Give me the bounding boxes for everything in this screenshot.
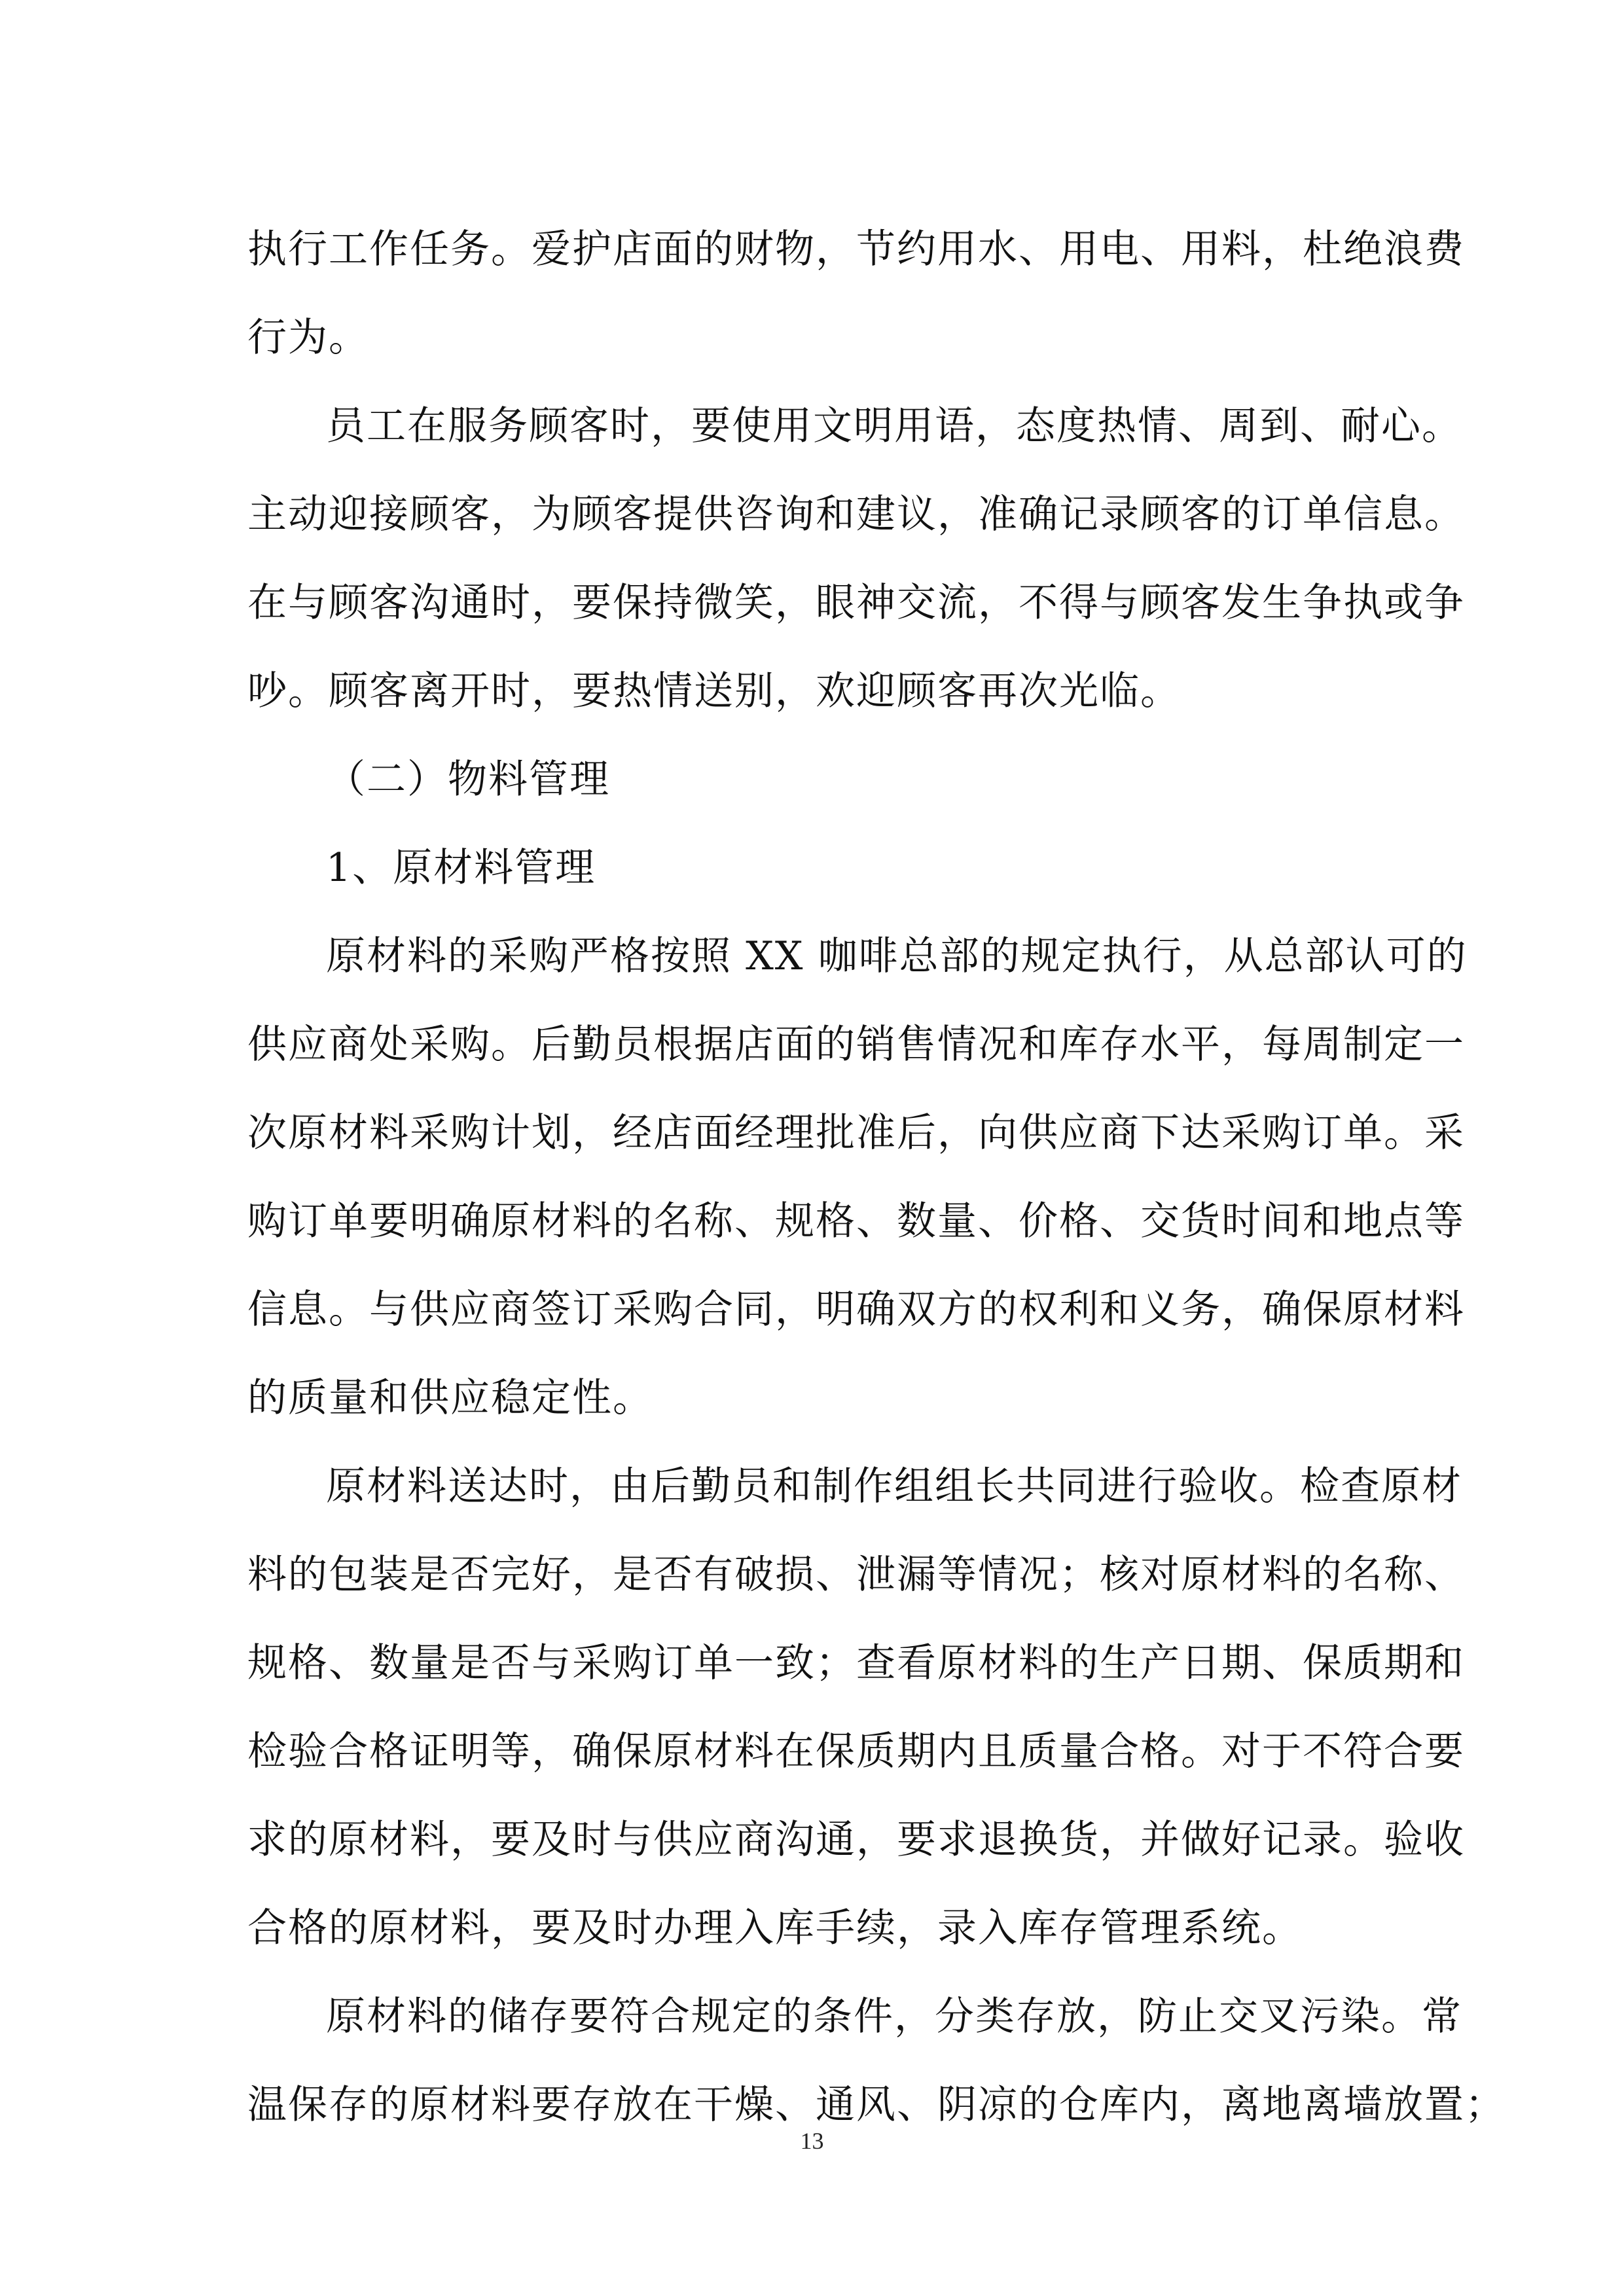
text-line: 购订单要明确原材料的名称、规格、数量、价格、交货时间和地点等 (247, 1198, 1465, 1244)
text-line: 次原材料采购计划，经店面经理批准后，向供应商下达采购订单。采 (247, 1110, 1465, 1156)
section-heading: （二）物料管理 (326, 757, 610, 802)
text-line: 温保存的原材料要存放在干燥、通风、阴凉的仓库内，离地离墙放置； (247, 2082, 1506, 2128)
text-line: 的质量和供应稳定性。 (247, 1375, 653, 1421)
paragraph-start-line: 员工在服务顾客时，要使用文明用语，态度热情、周到、耐心。 (326, 403, 1462, 449)
text-line: 规格、数量是否与采购订单一致；查看原材料的生产日期、保质期和 (247, 1640, 1465, 1686)
text-line: 信息。与供应商签订采购合同，明确双方的权利和义务，确保原材料 (247, 1287, 1465, 1333)
page-number: 13 (800, 2128, 824, 2154)
text-line: 料的包装是否完好，是否有破损、泄漏等情况；核对原材料的名称、 (247, 1552, 1465, 1598)
paragraph-start-line: 原材料送达时，由后勤员和制作组组长共同进行验收。检查原材 (326, 1463, 1462, 1509)
document-body (247, 206, 1506, 2149)
text-line: 合格的原材料，要及时办理入库手续，录入库存管理系统。 (247, 1905, 1303, 1951)
paragraph-start-line: 原材料的采购严格按照 XX 咖啡总部的规定执行，从总部认可的 (326, 933, 1468, 979)
text-line: 检验合格证明等，确保原材料在保质期内且质量合格。对于不符合要 (247, 1729, 1465, 1774)
text-line: 执行工作任务。爱护店面的财物，节约用水、用电、用料，杜绝浪费 (247, 226, 1465, 272)
text-line: 求的原材料，要及时与供应商沟通，要求退换货，并做好记录。验收 (247, 1817, 1465, 1863)
text-line: 主动迎接顾客，为顾客提供咨询和建议，准确记录顾客的订单信息。 (247, 492, 1465, 537)
subsection-heading: 1、原材料管理 (326, 845, 596, 891)
text-line: 行为。 (247, 315, 369, 361)
paragraph-start-line: 原材料的储存要符合规定的条件，分类存放，防止交叉污染。常 (326, 1994, 1462, 2039)
text-line: 在与顾客沟通时，要保持微笑，眼神交流，不得与顾客发生争执或争 (247, 580, 1465, 626)
text-line: 供应商处采购。后勤员根据店面的销售情况和库存水平，每周制定一 (247, 1022, 1465, 1067)
text-line: 吵。顾客离开时，要热情送别，欢迎顾客再次光临。 (247, 668, 1181, 714)
